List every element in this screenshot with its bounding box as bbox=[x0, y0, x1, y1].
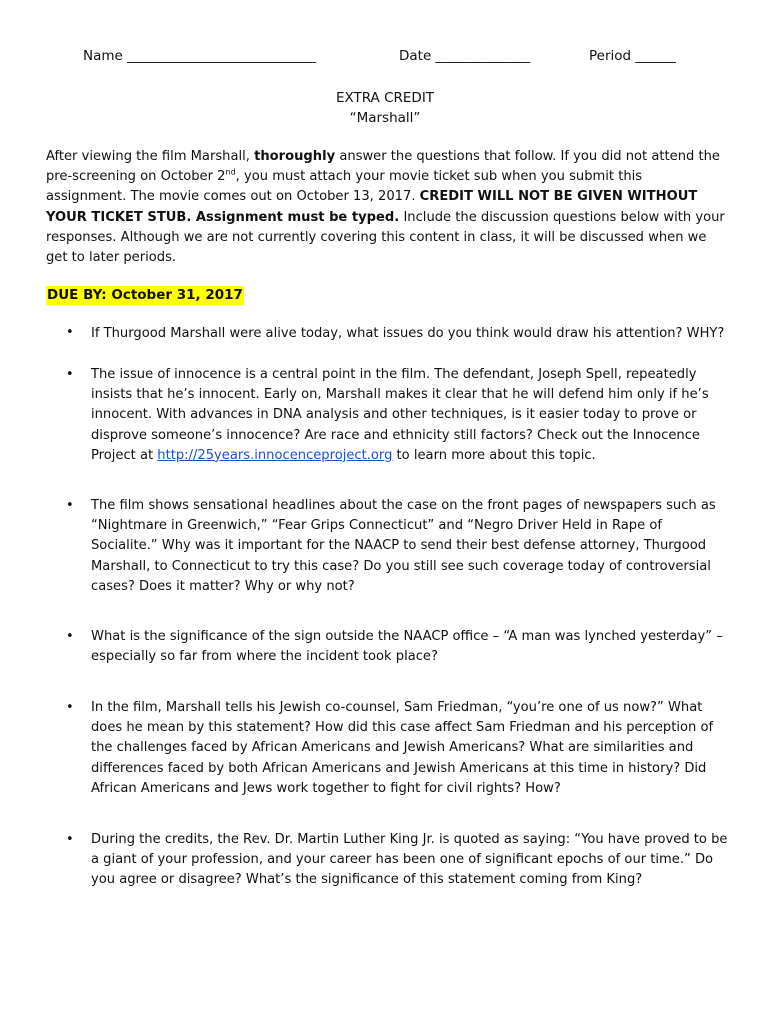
title-line-film: “Marshall” bbox=[349, 110, 421, 126]
innocence-project-link[interactable]: http://25years.innocenceproject.org bbox=[157, 447, 393, 463]
intro-text-4: Include the discussion questions below with your responses. Although we are not currently covering this content in class, it will be discussed when we get to later periods. bbox=[46, 209, 725, 266]
bullet-icon: • bbox=[66, 629, 74, 644]
bullet-icon: • bbox=[66, 700, 74, 715]
question-item: During the credits, the Rev. Dr. Martin Luther King Jr. is quoted as saying: “You have proved to be a giant of your profession, and your career has been one of significant epochs of our time.” Do you agree or disagree? What’s the significance of this statement coming from King? bbox=[91, 832, 728, 888]
period-field: Period ______ bbox=[589, 48, 676, 64]
title-line-extra-credit: EXTRA CREDIT bbox=[335, 90, 435, 106]
bullet-icon: • bbox=[66, 367, 74, 382]
question-item bbox=[91, 365, 716, 466]
intro-text-3: , you must attach your movie ticket sub when you submit this assignment. The movie comes out on October 13, 2017. bbox=[46, 169, 643, 205]
question-text: The issue of innocence is a central point in the film. The defendant, Joseph Spell, repeatedly insists that he’s innocent. Early on, Marshall makes it clear that he will defend him only if he’s innocent. With advances in DNA analysis and other techniques, is it easier today to prove or disprove someone’s innocence? Are race and ethnicity still factors? Check out the Innocence Project at bbox=[91, 367, 709, 463]
intro-superscript: nd bbox=[225, 167, 236, 177]
question-item: The film shows sensational headlines about the case on the front pages of newspapers such as “Nightmare in Greenwich,” “Fear Grips Connecticut” and “Negro Driver Held in Rape of Socialite.” Why was it important for the NAACP to send their best defense attorney, Thurgood Marshall, to Connecticut to try this case? Do you still see such coverage today of controversial cases? Does it matter? Why or why not? bbox=[91, 498, 716, 594]
date-field: Date ______________ bbox=[399, 48, 531, 64]
name-field: Name ____________________________ bbox=[83, 48, 317, 64]
question-item: In the film, Marshall tells his Jewish co-counsel, Sam Friedman, “you’re one of us now?” What does he mean by this statement? How did this case affect Sam Friedman and his perception of the challenges faced by African Americans and Jewish Americans? What are similarities and differences faced by both African Americans and Jewish Americans at this time in history? Did African Americans and Jews work together to fight for civil rights? How? bbox=[91, 700, 714, 796]
bullet-icon: • bbox=[66, 832, 74, 847]
question-item: If Thurgood Marshall were alive today, what issues do you think would draw his attention? WHY? bbox=[91, 326, 725, 341]
bullet-icon: • bbox=[66, 498, 74, 513]
intro-text-1: After viewing the film Marshall, bbox=[46, 149, 255, 164]
question-item: What is the significance of the sign outside the NAACP office – “A man was lynched yesterday” – especially so far from where the incident took place? bbox=[91, 629, 723, 665]
intro-text-2: answer the questions that follow. If you did not attend the pre-screening on October 2 bbox=[46, 149, 720, 185]
bullet-icon: • bbox=[66, 325, 74, 340]
intro-bold-warning: CREDIT WILL NOT BE GIVEN WITHOUT YOUR TICKET STUB. Assignment must be typed. bbox=[46, 189, 698, 225]
intro-bold-thoroughly: thoroughly bbox=[254, 149, 336, 164]
assignment-title bbox=[0, 88, 770, 128]
due-date-highlight: DUE BY: October 31, 2017 bbox=[47, 287, 243, 303]
instructions-paragraph bbox=[46, 147, 726, 268]
question-text: to learn more about this topic. bbox=[392, 447, 596, 463]
